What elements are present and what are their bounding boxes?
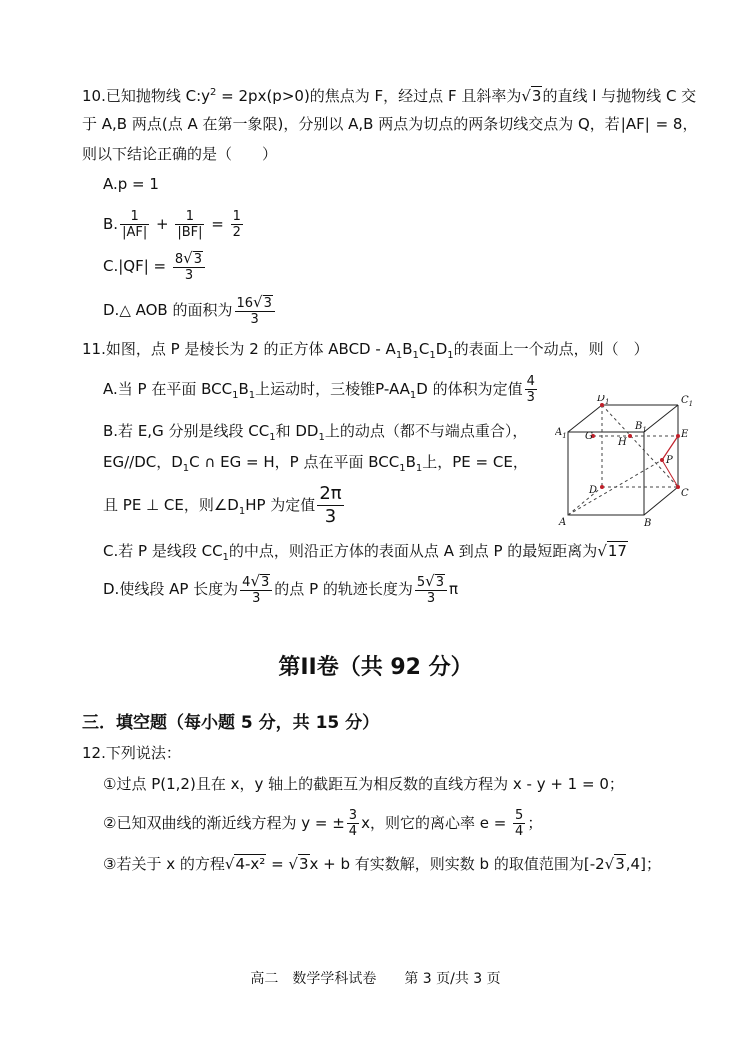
vertex-label-b1: $B_1$ bbox=[635, 421, 647, 434]
sqrt: √3 bbox=[521, 87, 542, 105]
fraction: $\frac{2\pi}{3}$ bbox=[319, 483, 342, 527]
vertex-label-e: E bbox=[681, 429, 689, 440]
q11-option-b-line1: B.若 E,G 分别是线段 $CC_1$和 $DD_1$上的动点（都不与端点重合）， bbox=[103, 422, 528, 443]
vertex-label-p: P bbox=[666, 455, 673, 466]
text: 于 A,B 两点(点 A 在第一象限)，分别以 A,B 两点为切点的两条切线交点为 Q，若 bbox=[82, 115, 620, 133]
vertex-label-a: A bbox=[559, 517, 567, 528]
vertex-label-c1: $C_1$ bbox=[681, 395, 694, 408]
fraction: $\frac{3}{4}$ bbox=[348, 808, 358, 839]
fraction: $\frac{1}{|BF|}$ bbox=[177, 209, 203, 240]
q12-stem: 12.下列说法： bbox=[82, 744, 181, 762]
sqrt: √17 bbox=[597, 542, 627, 560]
q10-option-a: A.p = 1 bbox=[103, 175, 159, 193]
fraction: $\frac{4}{3}$ bbox=[526, 374, 535, 405]
section-title: 第II卷（共 92 分） bbox=[278, 655, 473, 680]
sqrt: √3 bbox=[604, 855, 625, 873]
superscript: 2 bbox=[210, 87, 217, 98]
vertex-label-c: C bbox=[681, 488, 689, 499]
vertex-label-b: B bbox=[644, 518, 652, 529]
text: 的直线 l 与抛物线 C 交 bbox=[542, 87, 697, 105]
sqrt: √3 bbox=[288, 855, 309, 873]
part-title: 三．填空题（每小题 5 分，共 15 分） bbox=[82, 713, 380, 733]
cube-figure bbox=[555, 395, 705, 530]
fraction: $\frac{8√3}{3}$ bbox=[173, 251, 205, 283]
vertex-label-d1: $D_1$ bbox=[597, 395, 610, 406]
vertex-label-d: D bbox=[589, 485, 598, 496]
vertex-label-g: G bbox=[585, 431, 593, 442]
q11-option-c: C.若 P 是线段 $CC_1$的中点，则沿正方体的表面从点 A 到点 P 的最短距离为√17 bbox=[103, 542, 627, 563]
q12-item-1: ①过点 P(1,2)且在 x，y 轴上的截距互为相反数的直线方程为 x - y + 1 = 0； bbox=[103, 775, 624, 793]
sqrt: √4-x² bbox=[224, 855, 266, 873]
q12-item-2: ②已知双曲线的渐近线方程为 y = ± $\frac{3}{4}$ x，则它的离心率 e = $\frac{5}{4}$ ； bbox=[103, 808, 543, 839]
q10-line2 bbox=[82, 114, 697, 134]
fraction: $\frac{5}{4}$ bbox=[515, 808, 524, 839]
q11-option-a: A.当 P 在平面 $BCC_1B_1$上运动时，三棱锥$P-AA_1D$ 的体积为定值 $\frac{4}{3}$ bbox=[103, 374, 535, 405]
q10-option-c: C.|QF| = $\frac{8√3}{3}$ bbox=[103, 249, 207, 283]
vertex-label-h: H bbox=[618, 437, 627, 448]
text: = 2px(p>0)的焦点为 F，经过点 F 且斜率为 bbox=[216, 87, 522, 105]
q11-option-b-line3: 且 PE ⊥ CE，则$\angle D_1HP$ 为定值 $\frac{2\pi}{3}$ bbox=[103, 483, 342, 527]
q11-option-b-line2: EG//DC，$D_1C$ ∩ EG = H，P 点在平面 $BCC_1B_1$上，PE = CE， bbox=[103, 453, 528, 474]
fraction: $\frac{1}{|AF|}$ bbox=[122, 209, 148, 240]
fraction: $\frac{4√3}{3}$ bbox=[240, 574, 272, 606]
q10-line3: 则以下结论正确的是（ ） bbox=[82, 145, 278, 163]
fraction: $\frac{1}{2}$ bbox=[232, 209, 241, 240]
q11-stem: 11.如图，点 P 是棱长为 2 的正方体 ABCD - $A_1B_1C_1D_1$的表面上一个动点，则（ ） bbox=[82, 340, 649, 361]
q10-option-b: B. $\frac{1}{|AF|}$ + $\frac{1}{|BF|}$ = $\frac{1}{2}$ bbox=[103, 209, 241, 240]
q10-option-d: D.△ AOB 的面积为 $\frac{16√3}{3}$ bbox=[103, 293, 277, 327]
q10-line1 bbox=[82, 83, 696, 106]
vertex-label-a1: $A_1$ bbox=[555, 427, 567, 440]
text: 10.已知抛物线 C:y bbox=[82, 87, 211, 105]
fraction: $\frac{5√3}{3}$ bbox=[415, 574, 447, 606]
abs-value: |AF| bbox=[620, 115, 650, 133]
text: = 8， bbox=[650, 115, 698, 133]
fraction: $\frac{16√3}{3}$ bbox=[235, 295, 275, 327]
page-footer: 高二 数学学科试卷 第 3 页/共 3 页 bbox=[250, 971, 501, 987]
q12-item-3: ③若关于 x 的方程√4-x² = √3x + b 有实数解，则实数 b 的取值范围为[-2√3,4]； bbox=[103, 850, 661, 878]
q11-option-d: D.使线段 AP 长度为 $\frac{4√3}{3}$ 的点 P 的轨迹长度为 $\frac{5√3}{3}$ π bbox=[103, 571, 459, 606]
